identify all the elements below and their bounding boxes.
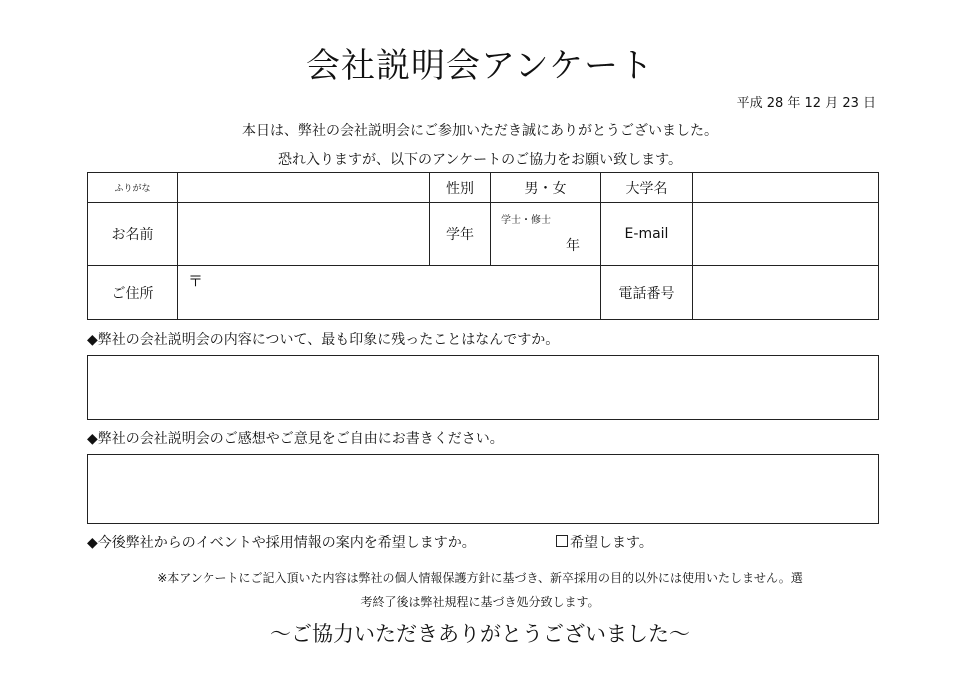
wish-checkbox-option[interactable] (556, 532, 653, 552)
university-label: 大学名 (601, 173, 693, 203)
furigana-label: ふりがな (88, 173, 178, 203)
furigana-field[interactable] (178, 173, 430, 203)
page-title: 会社説明会アンケート (306, 46, 654, 86)
degree-options[interactable]: 学士・修士 (501, 215, 551, 226)
question-2: ◆弊社の会社説明会のご感想やご意見をご自由にお書きください。 (87, 431, 504, 447)
applicant-info-table (87, 172, 879, 320)
postal-mark: 〒 (188, 272, 204, 290)
intro-line-1: 本日は、弊社の会社説明会にご参加いただき誠にありがとうございました。 (242, 123, 718, 139)
question-3: ◆今後弊社からのイベントや採用情報の案内を希望しますか。 (87, 535, 476, 551)
phone-field[interactable] (693, 266, 879, 320)
gender-options[interactable]: 男・女 (491, 173, 601, 203)
grade-label: 学年 (430, 203, 491, 266)
address-field[interactable] (178, 266, 601, 320)
name-field[interactable] (178, 203, 430, 266)
date-text: 平成 28 年 12 月 23 日 (736, 96, 876, 111)
university-field[interactable] (693, 173, 879, 203)
thanks-message: 〜ご協力いただきありがとうございました〜 (270, 622, 690, 646)
wish-checkbox-label: 希望します。 (570, 535, 653, 551)
phone-label: 電話番号 (601, 266, 693, 320)
email-field[interactable] (693, 203, 879, 266)
answer-box-1[interactable] (87, 355, 879, 420)
privacy-note-line-1: ※本アンケートにご記入頂いた内容は弊社の個人情報保護方針に基づき、新卒採用の目的以外には使用いたしません。選 (157, 571, 803, 585)
grade-field[interactable] (491, 203, 601, 266)
year-suffix: 年 (566, 238, 580, 254)
name-label: お名前 (88, 203, 178, 266)
intro-line-2: 恐れ入りますが、以下のアンケートのご協力をお願い致します。 (277, 152, 683, 168)
privacy-note-line-2: 考終了後は弊社規程に基づき処分致します。 (360, 595, 600, 609)
gender-label: 性別 (430, 173, 491, 203)
question-1: ◆弊社の会社説明会の内容について、最も印象に残ったことはなんですか。 (87, 332, 560, 348)
email-label: E-mail (601, 203, 693, 266)
address-label: ご住所 (88, 266, 178, 320)
answer-box-2[interactable] (87, 454, 879, 524)
checkbox[interactable] (556, 535, 568, 547)
